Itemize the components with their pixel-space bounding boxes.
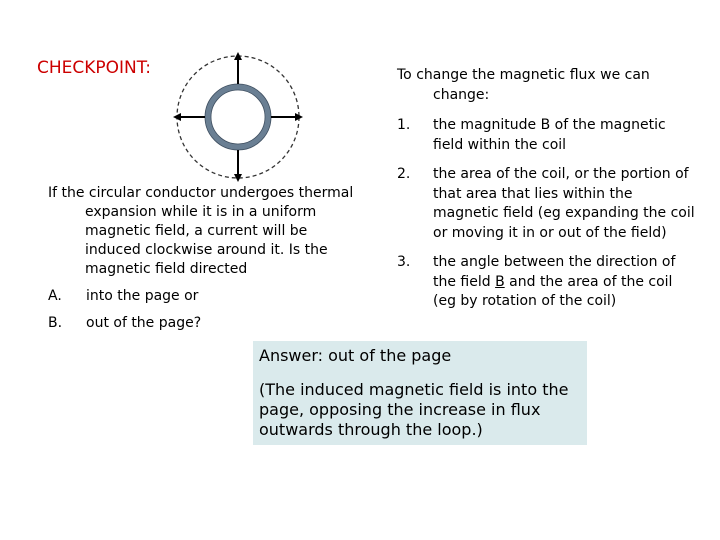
option-a	[48, 287, 363, 306]
answer-box	[253, 341, 587, 445]
option-a-label: A.	[48, 288, 62, 304]
answer-title: Answer: out of the page	[259, 346, 452, 365]
flux-change-list	[397, 66, 697, 322]
list-item	[397, 116, 697, 155]
field-symbol-b: B	[495, 273, 505, 290]
conductor-ring	[208, 87, 268, 147]
question-text: If the circular conductor undergoes thermal expansion while it is in a uniform magnetic field, a current will be induced clockwise around it. Is the magnetic field directed	[48, 185, 354, 277]
conductor-ring-inner-edge	[211, 90, 265, 144]
list-item-text-pre: the angle between the direction of the field	[433, 254, 676, 290]
option-a-text: into the page or	[86, 288, 199, 304]
option-b	[48, 314, 363, 333]
question-block	[48, 184, 363, 333]
conductor-ring-edge	[205, 84, 271, 150]
list-item	[397, 165, 697, 243]
list-item	[397, 253, 697, 312]
checkpoint-label: CHECKPOINT:	[37, 58, 152, 78]
list-item-number: 3.	[397, 254, 411, 270]
list-item-text-post: and the area of the coil (eg by rotation of the coil)	[433, 273, 673, 309]
flux-intro: To change the magnetic flux we can change:	[397, 67, 650, 103]
answer-explanation: (The induced magnetic field is into the page, opposing the increase in flux outwards through the loop.)	[259, 380, 569, 439]
option-b-text: out of the page?	[86, 315, 202, 331]
list-item-number: 1.	[397, 117, 411, 133]
list-item-text: the area of the coil, or the portion of that area that lies within the magnetic field (eg expanding the coil or moving it in or out of the field)	[433, 166, 695, 241]
option-b-label: B.	[48, 315, 63, 331]
list-item-text	[433, 253, 697, 312]
list-item-number: 2.	[397, 166, 411, 182]
expanding-loop-diagram	[170, 44, 306, 190]
list-item-text: the magnitude B of the magnetic field within the coil	[433, 117, 666, 153]
